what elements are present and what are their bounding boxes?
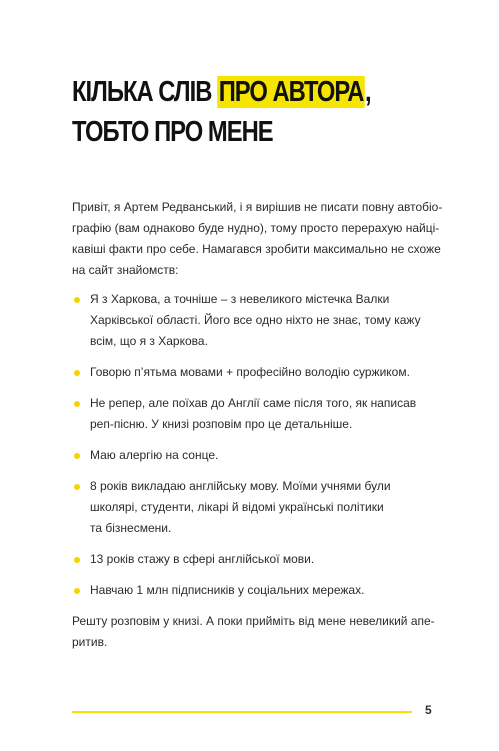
- fact-line: Навчаю 1 млн підписників у соціальних мережах.: [90, 583, 365, 597]
- fact-line: всім, що я з Харкова.: [90, 334, 208, 348]
- footer-rule: [72, 711, 412, 713]
- facts-list: [72, 289, 447, 601]
- heading-line-2: ТОБТО ПРО МЕНЕ: [72, 116, 273, 148]
- bullet-dot-icon: [74, 588, 80, 594]
- bullet-dot-icon: [74, 370, 80, 376]
- list-item: [72, 476, 447, 539]
- list-item: [72, 580, 447, 601]
- fact-line: Говорю п’ятьма мовами + професійно володію суржиком.: [90, 365, 410, 379]
- outro-paragraph: [72, 611, 447, 653]
- fact-line: школярі, студенти, лікарі й відомі українські політики: [90, 500, 384, 514]
- fact-line: Маю алергію на сонце.: [90, 448, 219, 462]
- fact-line: реп-пісню. У книзі розповім про це детальніше.: [90, 417, 353, 431]
- intro-line: на сайт знайомств:: [72, 263, 179, 277]
- heading-comma: ,: [365, 76, 371, 108]
- heading-highlight: ПРО АВТОРА: [218, 76, 364, 108]
- outro-line: Решту розповім у книзі. А поки прийміть від мене невеликий апе-: [72, 614, 435, 628]
- outro-line: ритив.: [72, 635, 108, 649]
- bullet-dot-icon: [74, 557, 80, 563]
- fact-line: Я з Харкова, а точніше – з невеликого містечка Валки: [90, 292, 390, 306]
- intro-line: Привіт, я Артем Редванський, і я вирішив не писати повну автобіо-: [72, 200, 443, 214]
- list-item: [72, 393, 447, 435]
- page-body: [72, 197, 447, 653]
- page-number: 5: [425, 703, 432, 717]
- list-item: [72, 445, 447, 466]
- intro-line: кавіші факти про себе. Намагався зробити максимально не схоже: [72, 242, 441, 256]
- heading-line-1: [72, 72, 371, 112]
- bullet-dot-icon: [74, 401, 80, 407]
- intro-paragraph: [72, 197, 447, 281]
- bullet-dot-icon: [74, 453, 80, 459]
- list-item: [72, 362, 447, 383]
- bullet-dot-icon: [74, 297, 80, 303]
- fact-line: 8 років викладаю англійську мову. Моїми учнями були: [90, 479, 391, 493]
- fact-line: Харківської області. Його все одно ніхто не знає, тому кажу: [90, 313, 421, 327]
- bullet-dot-icon: [74, 484, 80, 490]
- fact-line: та бізнесмени.: [90, 521, 172, 535]
- list-item: [72, 289, 447, 352]
- fact-line: 13 років стажу в сфері англійської мови.: [90, 552, 315, 566]
- heading-text: КІЛЬКА СЛІВ: [72, 76, 218, 108]
- page-heading: [72, 72, 371, 152]
- list-item: [72, 549, 447, 570]
- fact-line: Не репер, але поїхав до Англії саме після того, як написав: [90, 396, 417, 410]
- intro-line: графію (вам однаково буде нудно), тому просто перерахую найці-: [72, 221, 440, 235]
